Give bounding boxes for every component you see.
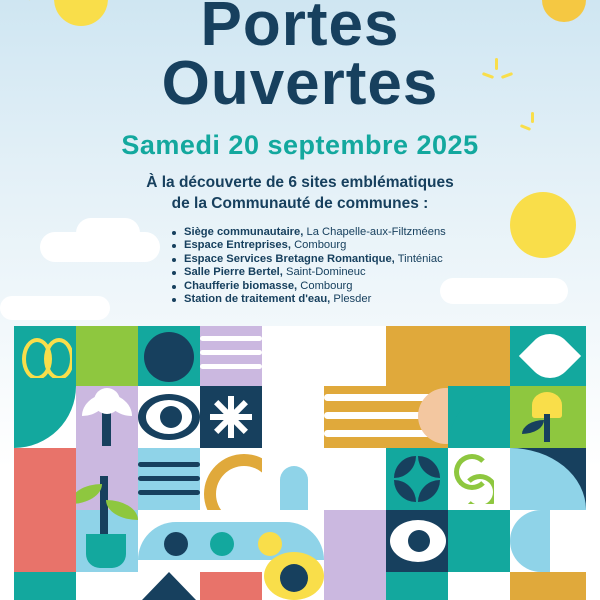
list-item	[170, 239, 446, 252]
mosaic-tile	[448, 572, 510, 600]
list-item	[170, 253, 446, 266]
mosaic-flower	[80, 388, 134, 446]
mosaic-tile	[76, 572, 138, 600]
mosaic-petals	[394, 456, 440, 502]
mosaic-tile	[324, 572, 386, 600]
cloud-shape	[76, 218, 140, 248]
site-place: Plesder	[333, 293, 372, 306]
mosaic-tile	[14, 448, 76, 510]
mosaic-triangle	[142, 572, 196, 600]
site-name: Station de traitement d'eau,	[184, 293, 331, 306]
wave-line	[200, 336, 262, 341]
mosaic-tulip	[522, 392, 572, 442]
title-line-2: Ouvertes	[161, 49, 439, 119]
site-list	[170, 226, 446, 306]
mosaic-plant-pot	[76, 476, 138, 572]
mosaic-tile	[14, 572, 76, 600]
mosaic-tile	[324, 326, 386, 386]
list-item	[170, 293, 446, 306]
mosaic-circle	[144, 332, 194, 382]
title-line-1: Portes	[200, 0, 400, 59]
mosaic-eye	[138, 394, 200, 440]
site-place: Combourg	[294, 239, 347, 252]
site-name: Espace Services Bretagne Romantique,	[184, 252, 395, 265]
house-roof	[262, 366, 324, 392]
mosaic-tile	[448, 326, 510, 386]
wave-line	[200, 364, 262, 369]
mosaic-eye	[390, 520, 446, 562]
mosaic-tile	[386, 326, 448, 386]
mosaic-star	[210, 396, 252, 438]
lead-line-1: À la découverte de 6 sites emblématiques	[146, 174, 454, 191]
mosaic-tile-waves	[138, 454, 200, 504]
wave-line	[138, 490, 200, 495]
mosaic-tile-waves	[200, 326, 262, 386]
mosaic-tile-spiral	[20, 334, 72, 378]
event-date: Samedi 20 septembre 2025	[121, 130, 479, 160]
site-place: Tinténiac	[397, 252, 443, 265]
wave-line	[138, 462, 200, 467]
lead-text	[0, 173, 600, 215]
site-place: Saint-Domineuc	[286, 266, 366, 279]
mosaic-tile	[76, 326, 138, 386]
list-item	[170, 226, 446, 239]
wave-line	[138, 476, 200, 481]
cloud-shape	[440, 278, 568, 304]
lead-line-2: de la Communauté de communes :	[171, 194, 429, 212]
site-name: Siège communautaire,	[184, 226, 304, 238]
mosaic-tile	[14, 510, 76, 572]
list-item	[170, 280, 446, 293]
mosaic-tile	[448, 510, 510, 572]
site-name: Salle Pierre Bertel,	[184, 266, 283, 279]
cloud-shape	[0, 296, 110, 320]
mosaic-tile	[324, 448, 386, 510]
site-name: Chaufferie biomasse,	[184, 279, 298, 292]
page-title	[0, 0, 600, 119]
wave-line	[200, 350, 262, 355]
site-place: Combourg	[300, 279, 353, 292]
mosaic-tile	[386, 572, 448, 600]
mosaic-house-door	[280, 466, 308, 510]
mosaic-squiggle	[454, 454, 494, 504]
mosaic-illustration	[14, 326, 586, 600]
mosaic-dot	[210, 532, 234, 556]
site-name: Espace Entreprises,	[184, 239, 291, 252]
mosaic-dot	[164, 532, 188, 556]
list-item	[170, 266, 446, 279]
site-place: La Chapelle-aux-Filtzméens	[306, 226, 446, 238]
mosaic-tile	[510, 572, 586, 600]
